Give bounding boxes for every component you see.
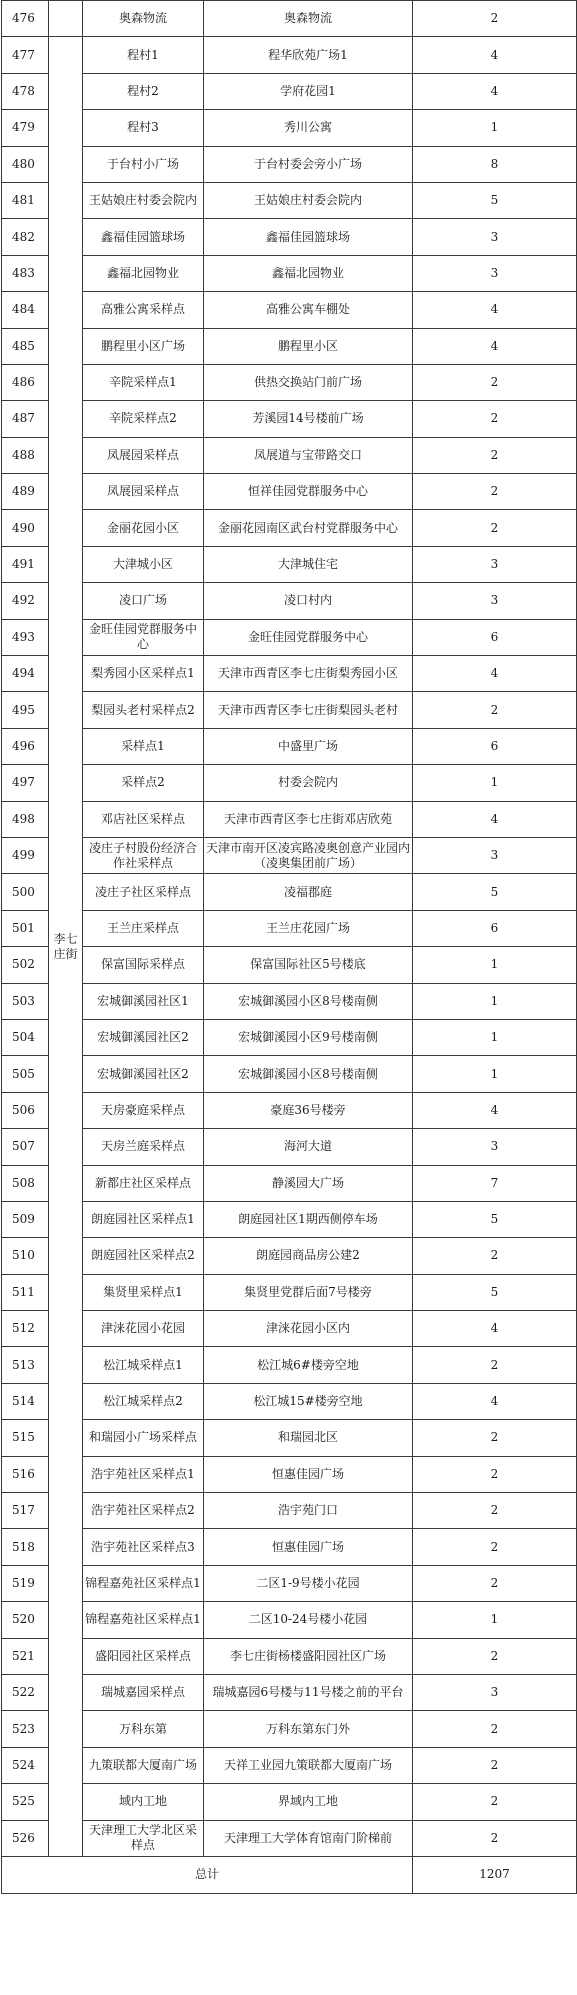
total-label: 总计 <box>2 1856 413 1893</box>
site-count: 1 <box>413 947 577 983</box>
site-address: 高雅公寓车棚处 <box>204 292 413 328</box>
site-count: 4 <box>413 37 577 73</box>
site-count: 4 <box>413 1383 577 1419</box>
table-row <box>2 1056 577 1092</box>
row-number: 497 <box>2 765 49 801</box>
sampling-sites-table <box>1 0 577 1894</box>
site-count: 7 <box>413 1165 577 1201</box>
site-address: 天津市西青区李七庄街梨秀园小区 <box>204 656 413 692</box>
site-name: 凤展园采样点 <box>83 474 204 510</box>
site-count: 4 <box>413 73 577 109</box>
row-number: 526 <box>2 1820 49 1856</box>
total-row <box>2 1856 577 1893</box>
site-name: 朗庭园社区采样点2 <box>83 1238 204 1274</box>
site-count: 6 <box>413 728 577 764</box>
site-count: 6 <box>413 619 577 655</box>
site-address: 宏城御溪园小区8号楼南侧 <box>204 983 413 1019</box>
row-number: 514 <box>2 1383 49 1419</box>
site-address: 凌福郡庭 <box>204 874 413 910</box>
site-name: 程村1 <box>83 37 204 73</box>
row-number: 522 <box>2 1674 49 1710</box>
site-count: 1 <box>413 1056 577 1092</box>
site-address: 鹏程里小区 <box>204 328 413 364</box>
site-count: 2 <box>413 1784 577 1820</box>
row-number: 507 <box>2 1129 49 1165</box>
site-count: 2 <box>413 401 577 437</box>
site-name: 高雅公寓采样点 <box>83 292 204 328</box>
row-number: 517 <box>2 1493 49 1529</box>
table-body <box>2 1 577 1894</box>
table-row <box>2 1638 577 1674</box>
site-address: 恒惠佳园广场 <box>204 1529 413 1565</box>
row-number: 488 <box>2 437 49 473</box>
table-row <box>2 182 577 218</box>
site-name: 锦程嘉苑社区采样点1 <box>83 1565 204 1601</box>
table-row <box>2 874 577 910</box>
site-name: 辛院采样点1 <box>83 364 204 400</box>
row-number: 480 <box>2 146 49 182</box>
table-row <box>2 1383 577 1419</box>
site-name: 凌庄子村股份经济合作社采样点 <box>83 837 204 873</box>
table-row <box>2 765 577 801</box>
site-address: 王兰庄花园广场 <box>204 910 413 946</box>
table-row <box>2 474 577 510</box>
site-count: 2 <box>413 474 577 510</box>
table-row <box>2 1420 577 1456</box>
row-number: 485 <box>2 328 49 364</box>
site-count: 2 <box>413 1493 577 1529</box>
site-count: 1 <box>413 1019 577 1055</box>
row-number: 494 <box>2 656 49 692</box>
site-name: 鹏程里小区广场 <box>83 328 204 364</box>
site-address: 大津城住宅 <box>204 546 413 582</box>
site-name: 鑫福佳园篮球场 <box>83 219 204 255</box>
site-count: 6 <box>413 910 577 946</box>
table-row <box>2 1784 577 1820</box>
table-row <box>2 910 577 946</box>
site-name: 浩宇苑社区采样点2 <box>83 1493 204 1529</box>
site-count: 1 <box>413 765 577 801</box>
site-address: 集贤里党群后面7号楼旁 <box>204 1274 413 1310</box>
site-count: 2 <box>413 1638 577 1674</box>
row-number: 479 <box>2 110 49 146</box>
row-number: 523 <box>2 1711 49 1747</box>
site-address: 于台村委会旁小广场 <box>204 146 413 182</box>
site-count: 4 <box>413 292 577 328</box>
site-name: 采样点2 <box>83 765 204 801</box>
total-value: 1207 <box>413 1856 577 1893</box>
site-count: 3 <box>413 1129 577 1165</box>
site-address: 芳溪园14号楼前广场 <box>204 401 413 437</box>
site-address: 金旺佳园党群服务中心 <box>204 619 413 655</box>
site-name: 大津城小区 <box>83 546 204 582</box>
row-number: 476 <box>2 1 49 37</box>
site-count: 3 <box>413 546 577 582</box>
site-address: 宏城御溪园小区8号楼南侧 <box>204 1056 413 1092</box>
site-name: 浩宇苑社区采样点3 <box>83 1529 204 1565</box>
site-name: 于台村小广场 <box>83 146 204 182</box>
site-count: 2 <box>413 1747 577 1783</box>
table-row <box>2 328 577 364</box>
row-number: 524 <box>2 1747 49 1783</box>
table-row <box>2 656 577 692</box>
site-address: 津涞花园小区内 <box>204 1311 413 1347</box>
table-row <box>2 1129 577 1165</box>
site-address: 和瑞园北区 <box>204 1420 413 1456</box>
table-row <box>2 437 577 473</box>
row-number: 508 <box>2 1165 49 1201</box>
row-number: 483 <box>2 255 49 291</box>
site-name: 奥森物流 <box>83 1 204 37</box>
site-name: 松江城采样点2 <box>83 1383 204 1419</box>
site-address: 瑞城嘉园6号楼与11号楼之前的平台 <box>204 1674 413 1710</box>
site-name: 天房豪庭采样点 <box>83 1092 204 1128</box>
site-address: 万科东第东门外 <box>204 1711 413 1747</box>
site-count: 2 <box>413 1420 577 1456</box>
site-name: 凌庄子社区采样点 <box>83 874 204 910</box>
site-count: 2 <box>413 1565 577 1601</box>
site-address: 程华欣苑广场1 <box>204 37 413 73</box>
site-name: 金旺佳园党群服务中心 <box>83 619 204 655</box>
row-number: 477 <box>2 37 49 73</box>
site-address: 天津理工大学体育馆南门阶梯前 <box>204 1820 413 1856</box>
row-number: 502 <box>2 947 49 983</box>
site-address: 二区1-9号楼小花园 <box>204 1565 413 1601</box>
table-row <box>2 510 577 546</box>
row-number: 519 <box>2 1565 49 1601</box>
row-number: 498 <box>2 801 49 837</box>
site-name: 王兰庄采样点 <box>83 910 204 946</box>
site-address: 村委会院内 <box>204 765 413 801</box>
site-address: 海河大道 <box>204 1129 413 1165</box>
site-address: 静溪园大广场 <box>204 1165 413 1201</box>
site-count: 5 <box>413 182 577 218</box>
table-row <box>2 1019 577 1055</box>
site-address: 鑫福北园物业 <box>204 255 413 291</box>
row-number: 490 <box>2 510 49 546</box>
site-name: 盛阳园社区采样点 <box>83 1638 204 1674</box>
row-number: 486 <box>2 364 49 400</box>
site-name: 辛院采样点2 <box>83 401 204 437</box>
site-count: 8 <box>413 146 577 182</box>
row-number: 491 <box>2 546 49 582</box>
table-row <box>2 1674 577 1710</box>
row-number: 496 <box>2 728 49 764</box>
row-number: 515 <box>2 1420 49 1456</box>
site-count: 4 <box>413 656 577 692</box>
site-address: 天津市南开区凌宾路凌奥创意产业园内（凌奥集团前广场） <box>204 837 413 873</box>
table-row <box>2 1456 577 1492</box>
district-name: 李七庄街 <box>49 37 83 1857</box>
site-count: 3 <box>413 1674 577 1710</box>
site-address: 松江城6#楼旁空地 <box>204 1347 413 1383</box>
site-address: 宏城御溪园小区9号楼南侧 <box>204 1019 413 1055</box>
site-name: 鑫福北园物业 <box>83 255 204 291</box>
site-address: 学府花园1 <box>204 73 413 109</box>
site-address: 天津市西青区李七庄街邓店欣苑 <box>204 801 413 837</box>
table-row <box>2 728 577 764</box>
row-number: 499 <box>2 837 49 873</box>
site-name: 宏城御溪园社区2 <box>83 1019 204 1055</box>
table-row <box>2 619 577 655</box>
site-name: 采样点1 <box>83 728 204 764</box>
row-number: 521 <box>2 1638 49 1674</box>
site-name: 保富国际采样点 <box>83 947 204 983</box>
site-address: 凌口村内 <box>204 583 413 619</box>
site-count: 2 <box>413 1529 577 1565</box>
table-row <box>2 947 577 983</box>
row-number: 501 <box>2 910 49 946</box>
table-row <box>2 1311 577 1347</box>
site-count: 5 <box>413 874 577 910</box>
site-address: 秀川公寓 <box>204 110 413 146</box>
site-address: 天津市西青区李七庄街梨园头老村 <box>204 692 413 728</box>
site-count: 1 <box>413 110 577 146</box>
row-number: 489 <box>2 474 49 510</box>
table-row <box>2 1238 577 1274</box>
table-row <box>2 364 577 400</box>
site-address: 鑫福佳园篮球场 <box>204 219 413 255</box>
table-row <box>2 292 577 328</box>
site-count: 2 <box>413 1347 577 1383</box>
site-address: 金丽花园南区武台村党群服务中心 <box>204 510 413 546</box>
table-row <box>2 801 577 837</box>
row-number: 520 <box>2 1602 49 1638</box>
site-count: 5 <box>413 1274 577 1310</box>
site-address: 豪庭36号楼旁 <box>204 1092 413 1128</box>
site-name: 金丽花园小区 <box>83 510 204 546</box>
row-number: 500 <box>2 874 49 910</box>
table-row <box>2 219 577 255</box>
site-count: 1 <box>413 1602 577 1638</box>
site-name: 宏城御溪园社区1 <box>83 983 204 1019</box>
site-count: 2 <box>413 1456 577 1492</box>
site-count: 3 <box>413 255 577 291</box>
table-row <box>2 37 577 73</box>
site-address: 保富国际社区5号楼底 <box>204 947 413 983</box>
row-number: 503 <box>2 983 49 1019</box>
row-number: 516 <box>2 1456 49 1492</box>
site-name: 程村3 <box>83 110 204 146</box>
site-count: 2 <box>413 364 577 400</box>
site-name: 和瑞园小广场采样点 <box>83 1420 204 1456</box>
site-address: 凤展道与宝带路交口 <box>204 437 413 473</box>
site-address: 朗庭园商品房公建2 <box>204 1238 413 1274</box>
site-name: 九策联都大厦南广场 <box>83 1747 204 1783</box>
table-row <box>2 1201 577 1237</box>
row-number: 484 <box>2 292 49 328</box>
site-address: 界域内工地 <box>204 1784 413 1820</box>
site-name: 浩宇苑社区采样点1 <box>83 1456 204 1492</box>
site-name: 王姑娘庄村委会院内 <box>83 182 204 218</box>
site-name: 邓店社区采样点 <box>83 801 204 837</box>
row-number: 505 <box>2 1056 49 1092</box>
row-number: 504 <box>2 1019 49 1055</box>
site-address: 二区10-24号楼小花园 <box>204 1602 413 1638</box>
site-name: 万科东第 <box>83 1711 204 1747</box>
row-number: 478 <box>2 73 49 109</box>
table-row <box>2 1529 577 1565</box>
table-row <box>2 1565 577 1601</box>
table-row <box>2 110 577 146</box>
table-row <box>2 1347 577 1383</box>
site-address: 松江城15#楼旁空地 <box>204 1383 413 1419</box>
site-count: 2 <box>413 1 577 37</box>
row-number: 481 <box>2 182 49 218</box>
site-count: 4 <box>413 1092 577 1128</box>
table-row <box>2 146 577 182</box>
site-count: 2 <box>413 437 577 473</box>
table-row <box>2 1747 577 1783</box>
table-row <box>2 837 577 873</box>
site-name: 梨秀园小区采样点1 <box>83 656 204 692</box>
site-count: 3 <box>413 219 577 255</box>
table-row <box>2 546 577 582</box>
site-name: 宏城御溪园社区2 <box>83 1056 204 1092</box>
row-number: 510 <box>2 1238 49 1274</box>
site-count: 2 <box>413 1820 577 1856</box>
site-name: 津涞花园小花园 <box>83 1311 204 1347</box>
site-count: 4 <box>413 328 577 364</box>
site-address: 李七庄街杨楼盛阳园社区广场 <box>204 1638 413 1674</box>
table-row <box>2 692 577 728</box>
table-row <box>2 1602 577 1638</box>
site-count: 2 <box>413 692 577 728</box>
row-number: 495 <box>2 692 49 728</box>
site-name: 天津理工大学北区采样点 <box>83 1820 204 1856</box>
site-count: 3 <box>413 583 577 619</box>
site-name: 凤展园采样点 <box>83 437 204 473</box>
site-name: 梨园头老村采样点2 <box>83 692 204 728</box>
site-count: 4 <box>413 801 577 837</box>
site-name: 域内工地 <box>83 1784 204 1820</box>
site-count: 2 <box>413 510 577 546</box>
site-address: 朗庭园社区1期西侧停车场 <box>204 1201 413 1237</box>
row-number: 506 <box>2 1092 49 1128</box>
site-count: 4 <box>413 1311 577 1347</box>
row-number: 509 <box>2 1201 49 1237</box>
row-number: 511 <box>2 1274 49 1310</box>
site-name: 锦程嘉苑社区采样点1 <box>83 1602 204 1638</box>
table-row <box>2 401 577 437</box>
site-name: 新都庄社区采样点 <box>83 1165 204 1201</box>
district-cell-empty <box>49 1 83 37</box>
site-name: 集贤里采样点1 <box>83 1274 204 1310</box>
site-address: 恒祥佳园党群服务中心 <box>204 474 413 510</box>
site-count: 3 <box>413 837 577 873</box>
row-number: 492 <box>2 583 49 619</box>
site-address: 奥森物流 <box>204 1 413 37</box>
site-address: 浩宇苑门口 <box>204 1493 413 1529</box>
site-name: 朗庭园社区采样点1 <box>83 1201 204 1237</box>
site-address: 天祥工业园九策联都大厦南广场 <box>204 1747 413 1783</box>
row-number: 512 <box>2 1311 49 1347</box>
table-row <box>2 1274 577 1310</box>
table-row <box>2 1092 577 1128</box>
table-row <box>2 255 577 291</box>
table-row <box>2 983 577 1019</box>
table-row <box>2 73 577 109</box>
row-number: 482 <box>2 219 49 255</box>
table-row <box>2 1493 577 1529</box>
site-name: 凌口广场 <box>83 583 204 619</box>
row-number: 493 <box>2 619 49 655</box>
row-number: 518 <box>2 1529 49 1565</box>
table-row <box>2 1820 577 1856</box>
site-count: 1 <box>413 983 577 1019</box>
site-address: 恒惠佳园广场 <box>204 1456 413 1492</box>
site-address: 供热交换站门前广场 <box>204 364 413 400</box>
table-row <box>2 1 577 37</box>
row-number: 513 <box>2 1347 49 1383</box>
site-name: 松江城采样点1 <box>83 1347 204 1383</box>
table-row <box>2 1165 577 1201</box>
site-count: 2 <box>413 1238 577 1274</box>
site-name: 瑞城嘉园采样点 <box>83 1674 204 1710</box>
site-name: 天房兰庭采样点 <box>83 1129 204 1165</box>
site-count: 2 <box>413 1711 577 1747</box>
site-address: 王姑娘庄村委会院内 <box>204 182 413 218</box>
site-count: 5 <box>413 1201 577 1237</box>
table-row <box>2 1711 577 1747</box>
row-number: 525 <box>2 1784 49 1820</box>
site-address: 中盛里广场 <box>204 728 413 764</box>
site-name: 程村2 <box>83 73 204 109</box>
table-row <box>2 583 577 619</box>
row-number: 487 <box>2 401 49 437</box>
